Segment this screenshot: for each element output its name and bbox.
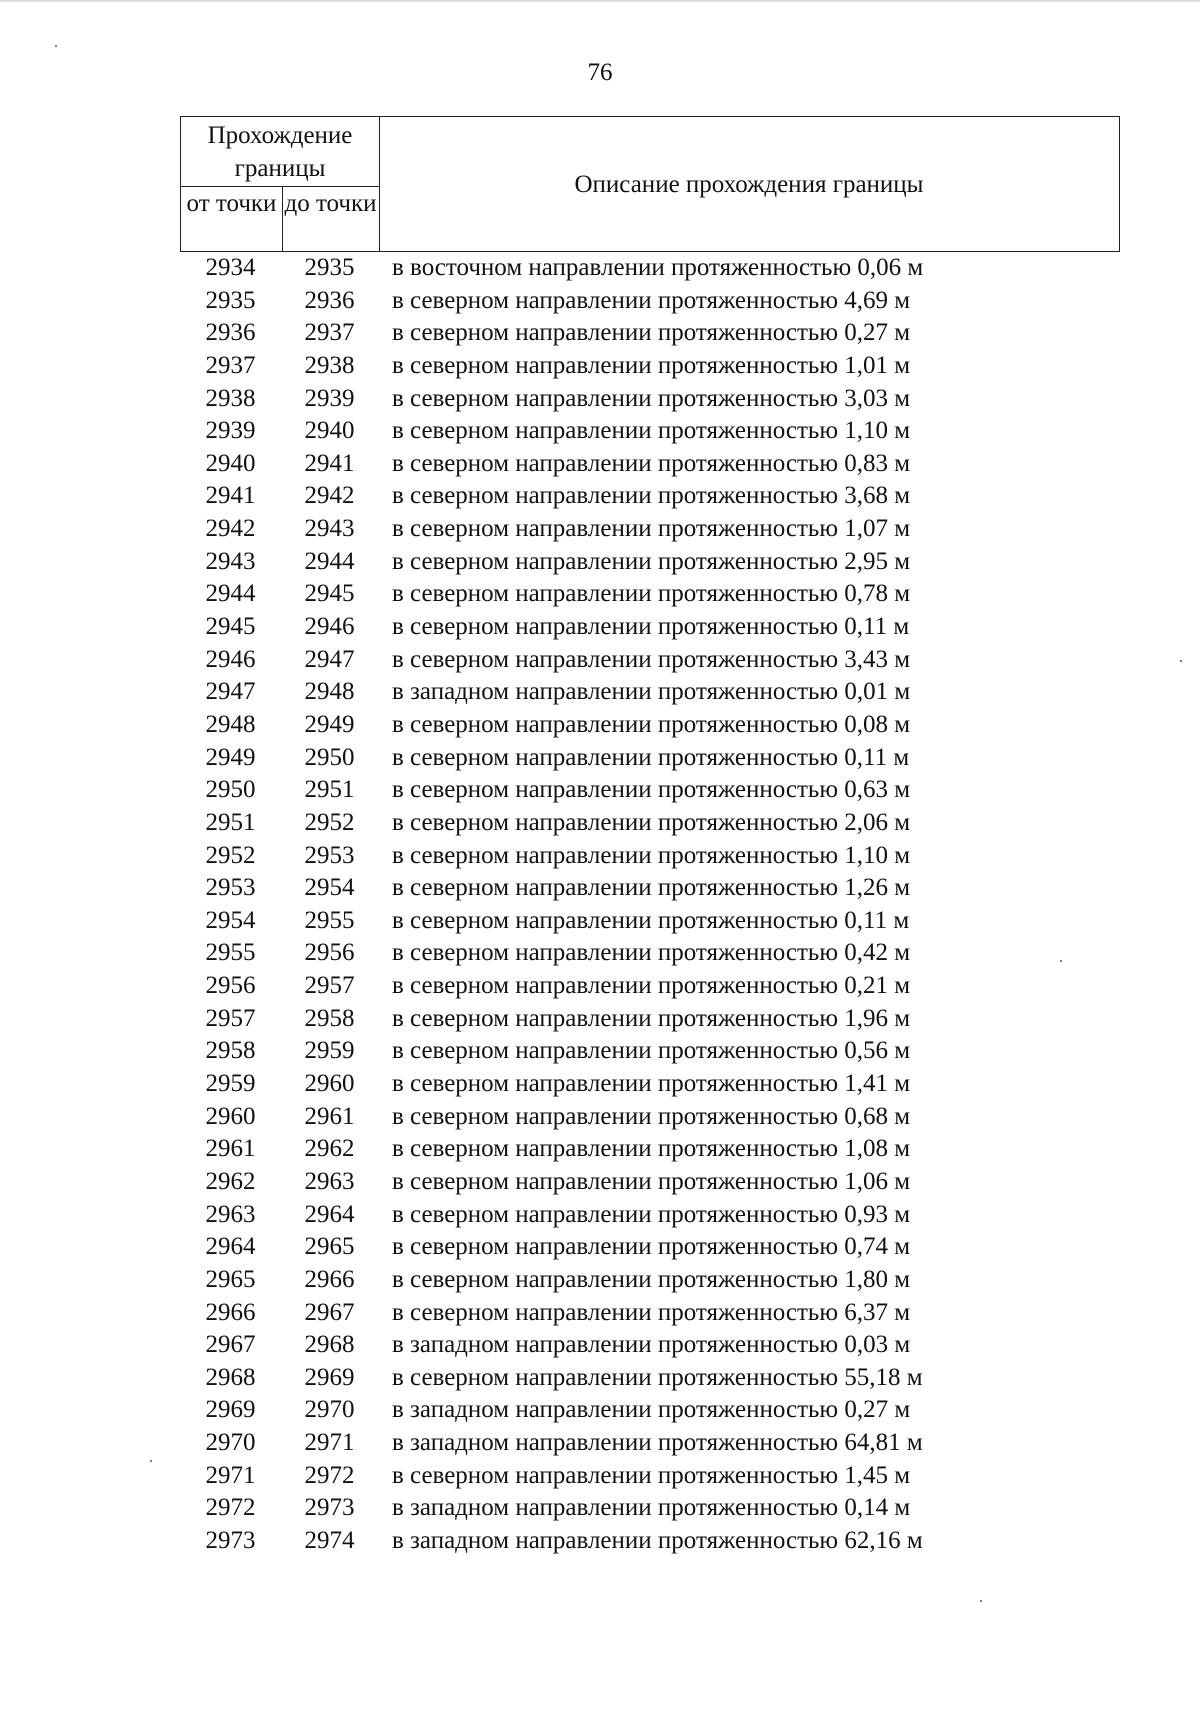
from-point: 2966 [205,1298,256,1326]
boundary-description: в северном направлении протяженностью 0,11 м [392,906,910,934]
table-row [180,350,1120,383]
from-point: 2938 [205,384,256,412]
boundary-description: в северном направлении протяженностью 1,41 м [392,1070,911,1098]
to-point: 2958 [304,1004,355,1032]
boundary-description: в северном направлении протяженностью 0,93 м [392,1200,911,1228]
to-point: 2969 [304,1363,355,1391]
to-point: 2961 [304,1102,355,1130]
from-point: 2937 [205,351,256,379]
to-point: 2952 [304,808,355,836]
from-point: 2949 [205,743,256,771]
boundary-description: в северном направлении протяженностью 55,18 м [392,1363,923,1391]
boundary-description: в северном направлении протяженностью 1,06 м [392,1167,911,1195]
to-point: 2945 [304,580,355,608]
boundary-description: в северном направлении протяженностью 2,06 м [392,808,911,836]
header-to-point: до точки [284,190,377,217]
from-point: 2936 [205,319,256,347]
to-point: 2935 [304,254,355,281]
table-row [180,1329,1120,1362]
table-row [180,480,1120,513]
to-point: 2968 [304,1331,355,1359]
table-row [180,578,1120,611]
from-point: 2965 [205,1265,256,1293]
table-row [180,252,1120,285]
table-row [180,1460,1120,1493]
table-row [180,1231,1120,1264]
from-point: 2962 [205,1167,256,1195]
table-row [180,1199,1120,1232]
to-point: 2966 [304,1265,355,1293]
from-point: 2952 [205,841,256,869]
page-number: 76 [587,59,613,86]
boundary-description: в северном направлении протяженностью 0,27 м [392,319,911,347]
table-row [180,1035,1120,1068]
boundary-description: в северном направлении протяженностью 1,96 м [392,1004,911,1032]
to-point: 2944 [304,547,355,575]
from-point: 2951 [205,808,256,836]
to-point: 2955 [304,906,355,934]
from-point: 2939 [205,417,256,445]
header-from-point: от точки [186,190,277,217]
boundary-description: в северном направлении протяженностью 6,37 м [392,1298,911,1326]
table-row [180,1133,1120,1166]
boundary-description: в восточном направлении протяженностью 0,06 м [392,254,924,281]
to-point: 2936 [304,286,355,314]
table-row [180,1166,1120,1199]
table-row [180,970,1120,1003]
header-boundary-passage: Прохождение границы [207,122,353,182]
from-point: 2970 [205,1429,256,1457]
boundary-description: в северном направлении протяженностью 3,03 м [392,384,911,412]
table-row [180,1003,1120,1036]
table-header [180,116,1120,252]
table-row [180,1101,1120,1134]
table-row [180,285,1120,318]
from-point: 2960 [205,1102,256,1130]
boundary-description: в западном направлении протяженностью 0,14 м [392,1494,911,1522]
from-point: 2955 [205,939,256,967]
table-row [180,905,1120,938]
to-point: 2941 [304,449,355,477]
to-point: 2960 [304,1070,355,1098]
table-row [180,709,1120,742]
to-point: 2939 [304,384,355,412]
boundary-description: в северном направлении протяженностью 1,10 м [392,417,911,445]
table-row [180,1264,1120,1297]
from-point: 2971 [205,1461,256,1489]
to-point: 2967 [304,1298,355,1326]
header-description: Описание прохождения границы [574,171,924,198]
boundary-description: в северном направлении протяженностью 0,83 м [392,449,911,477]
boundary-description: в северном направлении протяженностью 3,43 м [392,645,911,673]
to-point: 2964 [304,1200,355,1228]
table-row [180,415,1120,448]
boundary-description: в западном направлении протяженностью 0,01 м [392,678,911,706]
to-point: 2948 [304,678,355,706]
boundary-description: в северном направлении протяженностью 0,21 м [392,972,911,1000]
boundary-description: в западном направлении протяженностью 62,16 м [392,1526,923,1554]
boundary-description: в северном направлении протяженностью 0,63 м [392,776,911,804]
to-point: 2947 [304,645,355,673]
scan-edge [0,0,1200,3]
to-point: 2962 [304,1135,355,1163]
boundary-description: в северном направлении протяженностью 3,68 м [392,482,911,510]
from-point: 2968 [205,1363,256,1391]
from-point: 2945 [205,613,256,641]
table-row [180,742,1120,775]
to-point: 2953 [304,841,355,869]
boundary-description: в западном направлении протяженностью 64,81 м [392,1429,923,1457]
boundary-description: в северном направлении протяженностью 1,08 м [392,1135,911,1163]
to-point: 2946 [304,613,355,641]
table-row [180,383,1120,416]
table-row [180,1297,1120,1330]
from-point: 2940 [205,449,256,477]
to-point: 2974 [304,1526,355,1554]
from-point: 2948 [205,710,256,738]
from-point: 2954 [205,906,256,934]
from-point: 2959 [205,1070,256,1098]
table-row [180,676,1120,709]
boundary-description: в северном направлении протяженностью 1,80 м [392,1265,911,1293]
boundary-description: в северном направлении протяженностью 2,95 м [392,547,911,575]
to-point: 2940 [304,417,355,445]
table-row [180,611,1120,644]
table-row [180,317,1120,350]
table-row [180,1427,1120,1460]
from-point: 2972 [205,1494,256,1522]
table-row [180,872,1120,905]
from-point: 2957 [205,1004,256,1032]
from-point: 2943 [205,547,256,575]
to-point: 2943 [304,515,355,543]
boundary-description: в северном направлении протяженностью 0,11 м [392,743,910,771]
from-point: 2947 [205,678,256,706]
boundary-description: в северном направлении протяженностью 0,78 м [392,580,911,608]
to-point: 2965 [304,1233,355,1261]
from-point: 2961 [205,1135,256,1163]
table-body [180,252,1120,1558]
table-row [180,448,1120,481]
boundary-description: в северном направлении протяженностью 1,26 м [392,874,911,902]
boundary-description: в северном направлении протяженностью 4,69 м [392,286,911,314]
from-point: 2956 [205,972,256,1000]
from-point: 2969 [205,1396,256,1424]
from-point: 2946 [205,645,256,673]
table-row [180,1068,1120,1101]
table-row [180,937,1120,970]
boundary-description: в западном направлении протяженностью 0,27 м [392,1396,911,1424]
boundary-description: в северном направлении протяженностью 1,45 м [392,1461,911,1489]
boundary-description: в северном направлении протяженностью 0,11 м [392,613,910,641]
table-row [180,807,1120,840]
table-row [180,840,1120,873]
scan-speck [55,45,57,47]
to-point: 2942 [304,482,355,510]
to-point: 2971 [304,1429,355,1457]
from-point: 2967 [205,1331,256,1359]
to-point: 2949 [304,710,355,738]
boundary-description: в северном направлении протяженностью 0,74 м [392,1233,911,1261]
table-row [180,1492,1120,1525]
table-row [180,644,1120,677]
from-point: 2964 [205,1233,256,1261]
scan-speck [980,1600,982,1602]
from-point: 2942 [205,515,256,543]
from-point: 2958 [205,1037,256,1065]
scan-speck [1180,660,1182,662]
boundary-description: в северном направлении протяженностью 0,56 м [392,1037,911,1065]
scan-speck [150,1460,152,1462]
to-point: 2954 [304,874,355,902]
scan-speck [1060,960,1062,962]
from-point: 2953 [205,874,256,902]
boundary-description: в северном направлении протяженностью 0,68 м [392,1102,911,1130]
boundary-description: в западном направлении протяженностью 0,03 м [392,1331,911,1359]
table-row [180,1525,1120,1558]
from-point: 2950 [205,776,256,804]
from-point: 2934 [205,254,256,281]
table-row [180,1362,1120,1395]
boundary-description: в северном направлении протяженностью 1,10 м [392,841,911,869]
to-point: 2937 [304,319,355,347]
from-point: 2973 [205,1526,256,1554]
to-point: 2950 [304,743,355,771]
from-point: 2941 [205,482,256,510]
boundary-description: в северном направлении протяженностью 0,08 м [392,710,911,738]
to-point: 2970 [304,1396,355,1424]
boundary-description: в северном направлении протяженностью 0,42 м [392,939,911,967]
table-row [180,546,1120,579]
from-point: 2935 [205,286,256,314]
boundary-description: в северном направлении протяженностью 1,01 м [392,351,911,379]
table-row [180,1394,1120,1427]
table-row [180,513,1120,546]
to-point: 2963 [304,1167,355,1195]
table-row [180,774,1120,807]
to-point: 2973 [304,1494,355,1522]
to-point: 2959 [304,1037,355,1065]
to-point: 2957 [304,972,355,1000]
to-point: 2972 [304,1461,355,1489]
boundary-description: в северном направлении протяженностью 1,07 м [392,515,911,543]
to-point: 2951 [304,776,355,804]
to-point: 2956 [304,939,355,967]
from-point: 2944 [205,580,256,608]
to-point: 2938 [304,351,355,379]
from-point: 2963 [205,1200,256,1228]
